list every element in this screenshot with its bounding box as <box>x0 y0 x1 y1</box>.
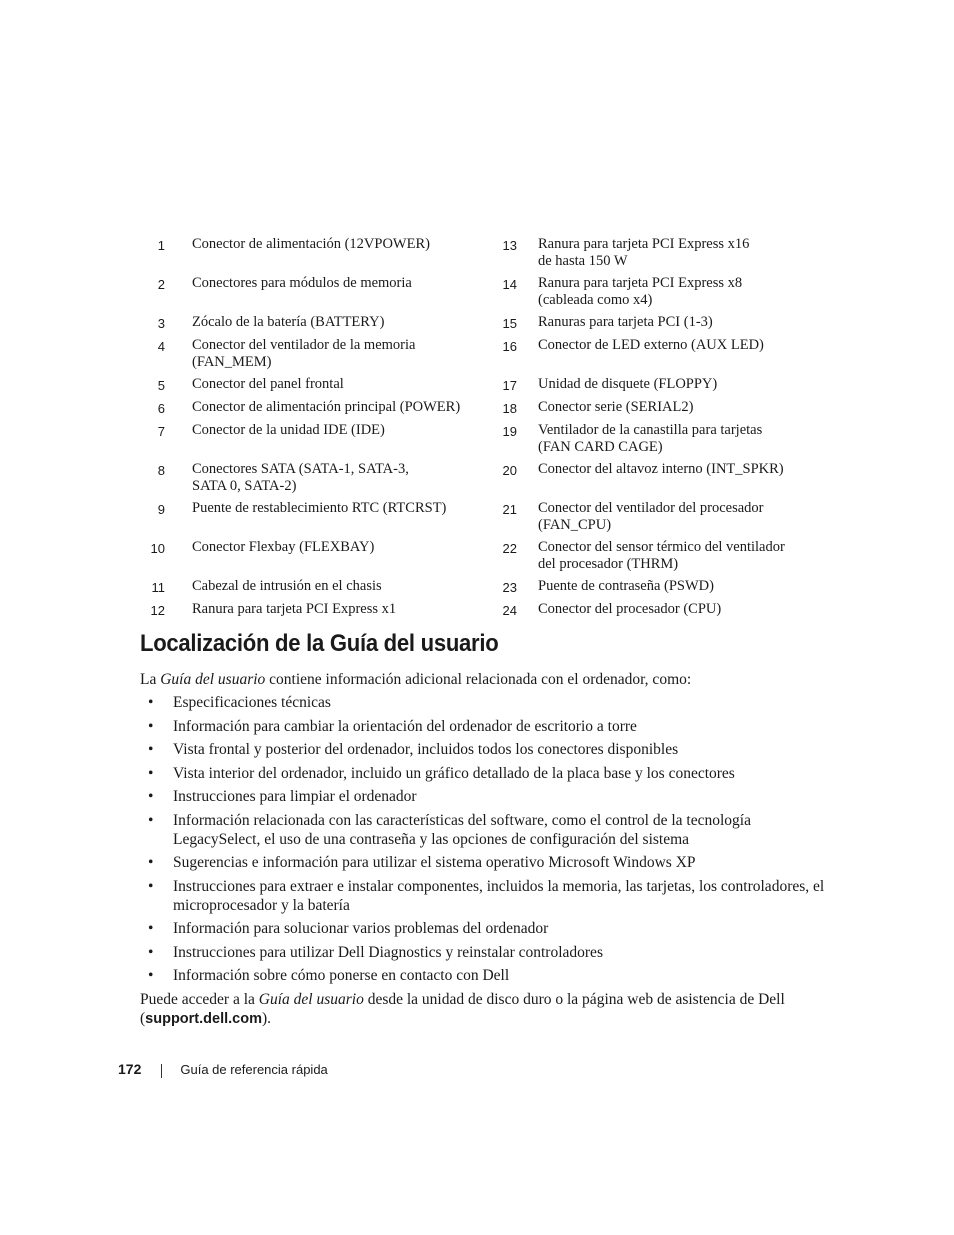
bullet-icon: • <box>148 811 154 829</box>
legend-description: Conector del panel frontal <box>192 376 344 392</box>
legend-number: 7 <box>157 424 165 439</box>
legend-item <box>487 399 821 417</box>
list-item <box>140 919 830 938</box>
legend-description: Cabezal de intrusión en el chasis <box>192 578 382 594</box>
legend-number: 22 <box>502 541 517 556</box>
legend-number: 21 <box>502 502 517 517</box>
outro-paragraph: Puede acceder a la Guía del usuario desde la unidad de disco duro o la página web de asistencia de Dell (support.dell.com). <box>140 991 785 1027</box>
legend-description: Conector Flexbay (FLEXBAY) <box>192 539 375 555</box>
intro-paragraph: La Guía del usuario contiene información adicional relacionada con el ordenador, como: <box>140 671 692 688</box>
legend-number: 20 <box>502 463 517 478</box>
footer-divider <box>161 1064 162 1078</box>
list-item-text: Información para solucionar varios problemas del ordenador <box>173 920 549 937</box>
footer-title: Guía de referencia rápida <box>180 1062 328 1077</box>
legend-item <box>487 539 821 573</box>
legend-number: 11 <box>151 580 165 595</box>
legend-item <box>487 275 821 309</box>
legend-item <box>141 500 487 534</box>
legend-description: Conector del altavoz interno (INT_SPKR) <box>538 461 784 477</box>
bullet-icon: • <box>148 943 154 961</box>
legend-item <box>141 376 487 394</box>
list-item-text: Vista interior del ordenador, incluido un gráfico detallado de la placa base y los conectores <box>173 764 735 782</box>
list-item <box>140 787 830 806</box>
support-url: support.dell.com <box>145 1011 262 1027</box>
legend-number: 9 <box>157 502 165 517</box>
legend-number: 13 <box>502 238 517 253</box>
legend-number: 14 <box>502 277 517 292</box>
list-item <box>140 764 830 783</box>
legend-number: 23 <box>502 580 517 595</box>
bullet-icon: • <box>148 967 154 984</box>
page-footer <box>118 1061 328 1078</box>
legend-item <box>141 422 487 456</box>
list-item-text: Sugerencias e información para utilizar el sistema operativo Microsoft Windows XP <box>173 854 696 871</box>
legend-number: 10 <box>150 541 165 556</box>
legend-item <box>487 422 821 456</box>
connector-legend-table <box>141 236 821 624</box>
legend-number: 4 <box>157 339 165 354</box>
legend-row <box>141 601 821 619</box>
legend-item <box>487 601 821 619</box>
list-item-text: Información sobre cómo ponerse en contacto con Dell <box>173 967 510 984</box>
legend-item <box>141 461 487 495</box>
legend-item <box>487 337 821 371</box>
legend-item <box>487 578 821 596</box>
legend-number: 24 <box>502 603 517 618</box>
bullet-icon: • <box>148 877 154 895</box>
legend-item <box>487 461 821 495</box>
legend-item <box>141 399 487 417</box>
legend-row <box>141 461 821 495</box>
legend-number: 16 <box>502 339 517 354</box>
legend-description: Ventilador de la canastilla para tarjetas (FAN CARD CAGE) <box>538 422 763 455</box>
legend-description: Puente de restablecimiento RTC (RTCRST) <box>192 500 447 516</box>
legend-number: 3 <box>157 316 165 331</box>
legend-item <box>141 601 487 619</box>
legend-description: Conector de alimentación principal (POWER) <box>192 399 461 415</box>
list-item-text: Vista frontal y posterior del ordenador, incluidos todos los conectores disponibles <box>173 741 679 758</box>
legend-description: Conector del ventilador de la memoria (FAN_MEM) <box>192 337 416 370</box>
page-number: 172 <box>118 1061 142 1077</box>
legend-number: 12 <box>150 603 165 618</box>
list-item-text: Instrucciones para limpiar el ordenador <box>173 788 417 805</box>
bullet-icon: • <box>148 788 154 805</box>
legend-row <box>141 275 821 309</box>
bullet-icon: • <box>148 854 154 871</box>
legend-number: 2 <box>157 277 165 292</box>
legend-item <box>141 578 487 596</box>
legend-description: Conectores SATA (SATA-1, SATA-3, SATA 0, SATA-2) <box>192 461 409 494</box>
legend-description: Conector de LED externo (AUX LED) <box>538 337 764 353</box>
legend-description: Conector del procesador (CPU) <box>538 601 722 617</box>
legend-item <box>487 236 821 270</box>
legend-item <box>487 314 821 332</box>
legend-description: Ranura para tarjeta PCI Express x1 <box>192 601 397 617</box>
bullet-icon: • <box>148 717 154 735</box>
guide-title-emphasis: Guía del usuario <box>160 671 266 688</box>
list-item <box>140 740 830 759</box>
legend-number: 15 <box>502 316 517 331</box>
legend-description: Conectores para módulos de memoria <box>192 275 412 291</box>
legend-description: Puente de contraseña (PSWD) <box>538 578 714 594</box>
list-item-text: Especificaciones técnicas <box>173 694 331 711</box>
legend-description: Zócalo de la batería (BATTERY) <box>192 314 385 330</box>
legend-item <box>487 500 821 534</box>
list-item-text: Información para cambiar la orientación del ordenador de escritorio a torre <box>173 717 637 735</box>
legend-row <box>141 422 821 456</box>
guide-title-emphasis: Guía del usuario <box>258 991 364 1008</box>
legend-number: 19 <box>502 424 517 439</box>
legend-item <box>141 314 487 332</box>
bullet-icon: • <box>148 741 154 758</box>
legend-number: 17 <box>502 378 517 393</box>
bullet-icon: • <box>148 694 154 711</box>
list-item <box>140 943 830 962</box>
legend-item <box>141 236 487 270</box>
legend-number: 6 <box>157 401 165 416</box>
legend-description: Unidad de disquete (FLOPPY) <box>538 376 718 392</box>
legend-description: Conector del ventilador del procesador (FAN_CPU) <box>538 500 764 533</box>
section-heading: Localización de la Guía del usuario <box>140 630 499 657</box>
legend-row <box>141 578 821 596</box>
legend-item <box>141 275 487 309</box>
legend-row <box>141 399 821 417</box>
legend-row <box>141 314 821 332</box>
legend-description: Conector serie (SERIAL2) <box>538 399 694 415</box>
feature-bullet-list <box>140 693 830 990</box>
bullet-icon: • <box>148 920 154 937</box>
list-item <box>140 966 830 985</box>
legend-description: Conector de la unidad IDE (IDE) <box>192 422 385 438</box>
legend-number: 8 <box>157 463 165 478</box>
legend-number: 1 <box>157 238 165 253</box>
legend-row <box>141 539 821 573</box>
legend-row <box>141 337 821 371</box>
legend-item <box>141 337 487 371</box>
legend-row <box>141 376 821 394</box>
list-item <box>140 877 830 915</box>
legend-description: Conector del sensor térmico del ventilador del procesador (THRM) <box>538 539 785 572</box>
list-item <box>140 853 830 872</box>
list-item-text: Información relacionada con las características del software, como el control de la tecnología LegacySelect, el uso de una contraseña y las opciones de configuración del sistema <box>173 811 751 848</box>
legend-description: Ranura para tarjeta PCI Express x8 (cableada como x4) <box>538 275 743 308</box>
legend-item <box>487 376 821 394</box>
list-item-text: Instrucciones para extraer e instalar componentes, incluidos la memoria, las tarjetas, los controladores, el microprocesador y la batería <box>173 877 825 914</box>
legend-description: Ranura para tarjeta PCI Express x16 de hasta 150 W <box>538 236 750 269</box>
list-item <box>140 811 830 849</box>
bullet-icon: • <box>148 764 154 782</box>
list-item-text: Instrucciones para utilizar Dell Diagnostics y reinstalar controladores <box>173 943 603 961</box>
legend-row <box>141 500 821 534</box>
legend-item <box>141 539 487 573</box>
legend-number: 5 <box>157 378 165 393</box>
list-item <box>140 717 830 736</box>
legend-description: Conector de alimentación (12VPOWER) <box>192 236 430 252</box>
legend-row <box>141 236 821 270</box>
legend-description: Ranuras para tarjeta PCI (1-3) <box>538 314 713 330</box>
legend-number: 18 <box>502 401 517 416</box>
list-item <box>140 693 830 712</box>
